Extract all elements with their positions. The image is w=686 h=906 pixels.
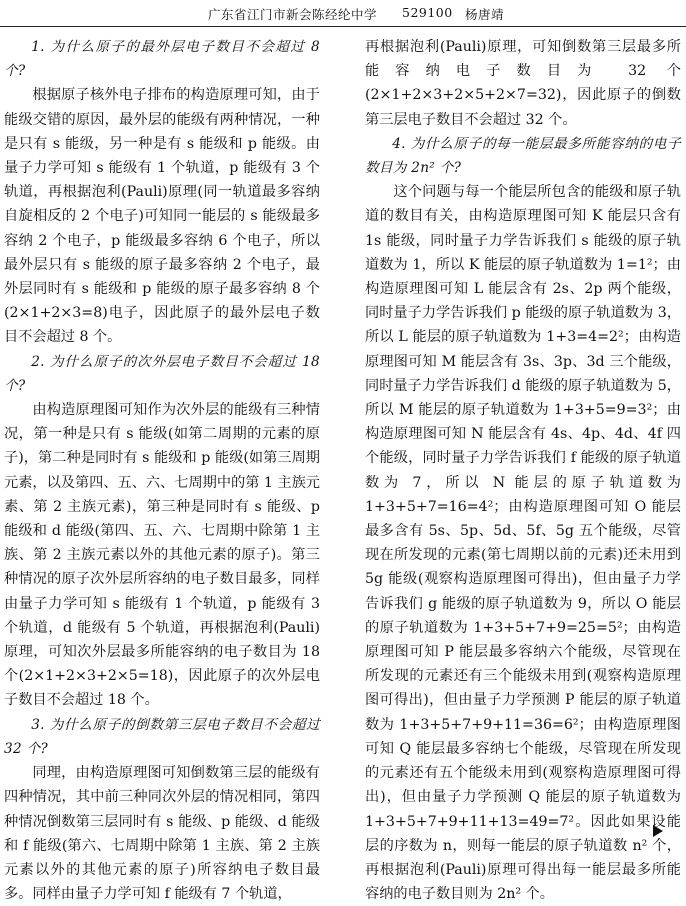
answer-3-paragraph: 同理，由构造原理图可知倒数第三层的能级有四种情况，其中前三种同次外层的情况相同，第四种情况倒数第三层同时有 s 能级、p 能级、d 能级和 f 能级(第六、七周期中除第 1 主族、第 2 主族元素以外的其他元素的原子)所容纳电子数目最多。同样由量子力学可知 f 能级有 7 个轨道， — [4, 765, 320, 903]
header-author: 杨唐靖 — [465, 7, 505, 22]
header-postcode: 529100 — [402, 5, 453, 20]
right-column — [365, 35, 681, 906]
answer-3-continued: 再根据泡利(Pauli)原理，可知倒数第三层最多所能容纳电子数目为 32 个(2×1+2×3+2×5+2×7=32)，因此原子的倒数第三层电子数目不会超过 32 个。 — [365, 39, 681, 128]
question-3-heading: 3. 为什么原子的倒数第三层电子数目不会超过 32 个? — [4, 716, 320, 757]
left-column — [4, 35, 320, 906]
answer-1-paragraph: 根据原子核外电子排布的构造原理可知，由于能级交错的原因，最外层的能级有两种情况，一种是只有 s 能级，另一种是有 s 能级和 p 能级。由量子力学可知 s 能级有 1 个轨道，p 能级有 3 个轨道，再根据泡利(Pauli)原理(同一轨道最多容纳自旋相反的 2 个电子)可知同一能层的 s 能级最多容纳 2 个电子，p 能级最多容纳 6 个电子，所以最外层只有 s 能级的原子最多容纳 2 个电子，最外层同时有 s 能级和 p 能级的原子最多容纳 8 个(2×1+2×3=8)电子，因此原子的最外层电子数目不会超过 8 个。 — [4, 87, 320, 346]
answer-4-paragraph: 这个问题与每一个能层所包含的能级和原子轨道的数目有关，由构造原理图可知 K 能层只含有 1s 能级，同时量子力学告诉我们 s 能级的原子轨道数为 1，所以 K 能层的原子轨道数为 1=1²；由构造原理图可知 L 能层含有 2s、2p 两个能级，同时量子力学告诉我们 p 能级的原子轨道数为 3，所以 L 能层的原子轨道数为 1+3=4=2²；由构造原理图可知 M 能层含有 3s、3p、3d 三个能级，同时量子力学告诉我们 d 能级的原子轨道数为 5，所以 M 能层的原子轨道数为 1+3+5=9=3²；由构造原理图可知 N 能层含有 4s、4p、4d、4f 四个能级，同时量子力学告诉我们 f 能级的原子轨道数为 7，所以 N 能层的原子轨道数为 1+3+5+7=16=4²；由构造原理图可知 O 能层最多含有 5s、5p、5d、5f、5g 五个能级，尽管现在所发现的元素(第七周期以前的元素)还未用到 5g 能级(观察构造原理图可得出)，但由量子力学告诉我们 g 能级的原子轨道数为 9，所以 O 能层的原子轨道数为 1+3+5+7+9=25=5²；由构造原理图可知 P 能层最多容纳六个能级，尽管现在所发现的元素还有三个能级未用到(观察构造原理图可得出)，但由量子力学预测 P 能层的原子轨道数为 1+3+5+7+9+11=36=6²；由构造原理图可知 Q 能层最多容纳七个能级，尽管现在所发现的元素还有五个能级未用到(观察构造原理图可得出)，但由量子力学预测 Q 能层的原子轨道数为 1+3+5+7+9+11+13=49=7²。因此如果设能层的序数为 n，则每一能层的原子轨道数 n² 个，再根据泡利(Pauli)原理可得出每一能层最多所能容纳的电子数目则为 2n² 个。 — [365, 184, 681, 903]
page-header — [0, 0, 686, 27]
continue-arrow-icon — [653, 825, 663, 837]
header-school: 广东省江门市新会陈经纶中学 — [208, 7, 378, 22]
question-1-heading: 1. 为什么原子的最外层电子数目不会超过 8 个? — [4, 39, 320, 80]
answer-2-paragraph: 由构造原理图可知作为次外层的能级有三种情况，第一种是只有 s 能级(如第二周期的元素的原子)，第二种是同时有 s 能级和 p 能级(如第三周期元素，以及第四、五、六、七周期中的第 1 主族元素、第 2 主族元素)，第三种是同时有 s 能级、p 能级和 d 能级(第四、五、六、七周期中除第 1 主族、第 2 主族元素以外的其他元素的原子)。第三种情况的原子次外层所容纳的电子数目最多，同样由量子力学可知 s 能级有 1 个轨道，p 能级有 3 个轨道，d 能级有 5 个轨道，再根据泡利(Pauli)原理，可知次外层最多所能容纳的电子数目为 18 个(2×1+2×3+2×5=18)，因此原子的次外层电子数目不会超过 18 个。 — [4, 402, 320, 709]
question-4-heading: 4. 为什么原子的每一能层最多所能容纳的电子数目为 2n² 个? — [365, 135, 681, 177]
question-2-heading: 2. 为什么原子的次外层电子数目不会超过 18 个? — [4, 353, 320, 394]
